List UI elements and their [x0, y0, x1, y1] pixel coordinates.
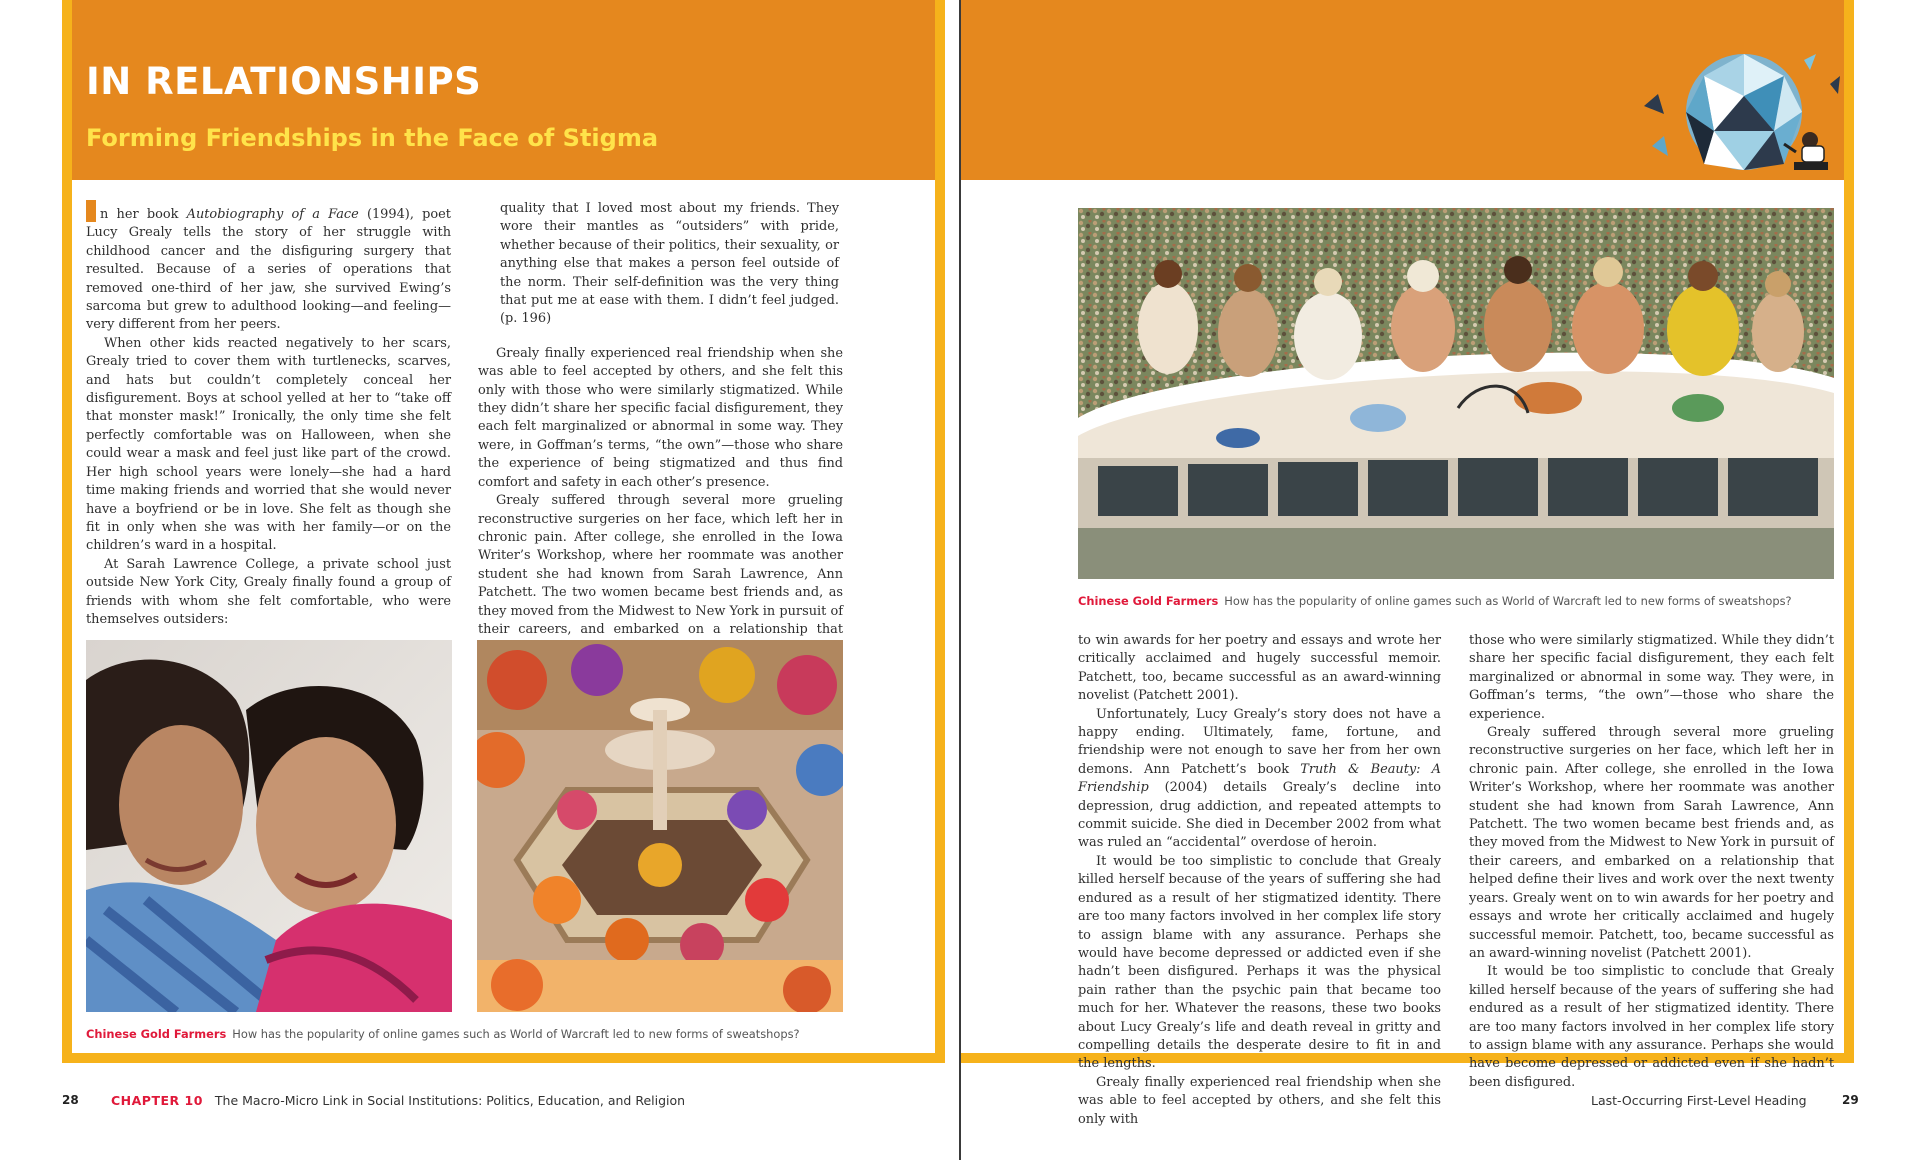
geodesic-ball-illustration — [1644, 36, 1844, 180]
feature-kicker: IN RELATIONSHIPS — [86, 60, 482, 103]
running-head: Last-Occurring First-Level Heading — [1591, 1093, 1807, 1108]
caption-text: How has the popularity of online games such as World of Warcraft led to new forms of sweatshops? — [1224, 594, 1792, 608]
chapter-title: The Macro-Micro Link in Social Institutions: Politics, Education, and Religion — [214, 1093, 686, 1108]
paragraph: At Sarah Lawrence College, a private school just outside New York City, Grealy finally found a group of friends with whom she felt comfortable, who were themselves outsiders: — [86, 556, 451, 627]
photo-two-women — [86, 640, 452, 1012]
caption-label: Chinese Gold Farmers — [86, 1027, 227, 1041]
page-number: 29 — [1842, 1093, 1859, 1107]
paragraph: Grealy suffered through several more grueling reconstructive surgeries on her face, which left her in chronic pain. After college, she enrolled in the Iowa Writer’s Workshop, where her roommate was another student she had known from Sarah Lawrence, Ann Patchett. The two women became best friends and, as they moved from the Midwest to New York in pursuit of their careers, and embarked on a relationship that helped define their lives and work over the next twenty years. Grealy went on to win awards for her poetry and essays and wrote her critically acclaimed and hugely successful memoir. Patchett, too, became successful as an award-winning novelist (Patchett 2001). — [1469, 725, 1834, 961]
text-run: (2004) details Grealy’s decline into depression, drug addiction, and repeated attempts to commit suicide. She died in December 2002 from what was ruled an “accidental” overdose of heroin. — [1078, 780, 1441, 851]
text-run: Unfortunately, Lucy Grealy’s story does not have a happy ending. Ultimately, fame, fortune, and friendship were not enough to save her from her own demons. Ann Patchett’s book — [1078, 706, 1441, 777]
chapter-label: CHAPTER 10 — [111, 1093, 203, 1108]
photo-dancers — [477, 640, 843, 1012]
running-foot — [111, 1093, 685, 1108]
text-column-2 — [478, 200, 843, 676]
feature-header — [72, 0, 935, 180]
left-page — [0, 0, 959, 1160]
text-column-2 — [1469, 632, 1834, 1092]
text-column-1 — [1078, 632, 1441, 1129]
photo-caption — [1078, 594, 1792, 608]
paragraph — [86, 200, 451, 335]
paragraph: Grealy finally experienced real friendship when she was able to feel accepted by others, and she felt this only with — [1078, 1074, 1441, 1127]
paragraph: It would be too simplistic to conclude that Grealy killed herself because of the years of suffering she had endured as a result of her stigmatized identity. There are too many factors involved in her complex life story to assign blame with any assurance. Perhaps she would have become depressed or addicted even if she hadn’t been disfigured. — [1469, 964, 1834, 1090]
drop-cap — [86, 200, 96, 222]
paragraph: Grealy finally experienced real friendship when she was able to feel accepted by others, and she felt this only with those who were similarly stigmatized. While they didn’t share her specific facial disfigurement, they each felt marginalized or abnormal in some way. They were, in Goffman’s terms, “the own”—those who share the experience of being stigmatized and thus find comfort and safety in each other’s presence. — [478, 345, 843, 490]
paragraph — [1078, 706, 1441, 853]
paragraph: those who were similarly stigmatized. While they didn’t share her specific facial disfigurement, they each felt marginalized or abnormal in some way. They were, in Goffman’s terms, “the own”—those who share the experience. — [1469, 633, 1834, 722]
caption-label: Chinese Gold Farmers — [1078, 594, 1219, 608]
book-title: Truth & Beauty: A Friendship — [1078, 761, 1441, 796]
paragraph: to win awards for her poetry and essays and wrote her critically acclaimed and hugely successful memoir. Patchett, too, became successful as an award-winning novelist (Patchett 2001). — [1078, 633, 1441, 704]
page-number: 28 — [62, 1093, 79, 1107]
paragraph: Grealy suffered through several more grueling reconstructive surgeries on her face, which left her in chronic pain. After college, she enrolled in the Iowa Writer’s Workshop, where her roommate was another student she had known from Sarah Lawrence, Ann Patchett. The two women became best friends and, as they moved from the Midwest to New York in pursuit of their careers, and embarked on a relationship that — [478, 493, 843, 637]
text-run: n her book — [100, 207, 179, 222]
paragraph: It would be too simplistic to conclude that Grealy killed herself because of the years of suffering she had endured as a result of her stigmatized identity. There are too many factors involved in her complex life story to assign blame with any assurance. Perhaps she would have become depressed or addicted even if she hadn’t been disfigured. Perhaps it was the physical pain rather than the psychic pain that became too much for her. Whatever the reasons, these two books about Lucy Grealy’s life and death reveal in gritty and compelling details the desperate desire to fit in and the lengths. — [1078, 853, 1441, 1072]
text-column-1 — [86, 200, 451, 707]
book-title: Autobiography of a Face — [186, 207, 359, 222]
photo-caption — [86, 1027, 800, 1041]
feature-subhead: Forming Friendships in the Face of Stigma — [86, 124, 659, 152]
caption-text: How has the popularity of online games such as World of Warcraft led to new forms of sweatshops? — [232, 1027, 800, 1041]
block-quote: quality that I loved most about my friends. They wore their mantles as “outsiders” with pride, whether because of their politics, their sexuality, or anything else that makes a person feel outside of the norm. Their self-definition was the very thing that put me at ease with them. I didn’t feel judged. (p. 196) — [500, 201, 839, 327]
paragraph: When other kids reacted negatively to her scars, Grealy tried to cover them with turtlenecks, scarves, and hats but couldn’t completely conceal her disfigurement. Boys at school yelled at her to “take off that monster mask!” Ironically, the only time she felt perfectly comfortable was on Halloween, when she could wear a mask and feel just like part of the crowd. Her high school years were lonely—she had a hard time making friends and worried that she would never have a boyfriend or be in love. She felt as though she fit in only when she was with her family—or on the children’s ward in a hospital. — [86, 335, 451, 554]
right-page — [961, 0, 1920, 1160]
text-run: (1994), poet Lucy Grealy tells the story of her struggle with childhood cancer and the disfiguring surgery that resulted. Because of a series of operations that removed one-third of her jaw, she survived Ewing’s sarcoma but grew to adulthood looking—and feeling—very different from her peers. — [86, 207, 451, 333]
photo-festival-bus — [1078, 208, 1834, 579]
